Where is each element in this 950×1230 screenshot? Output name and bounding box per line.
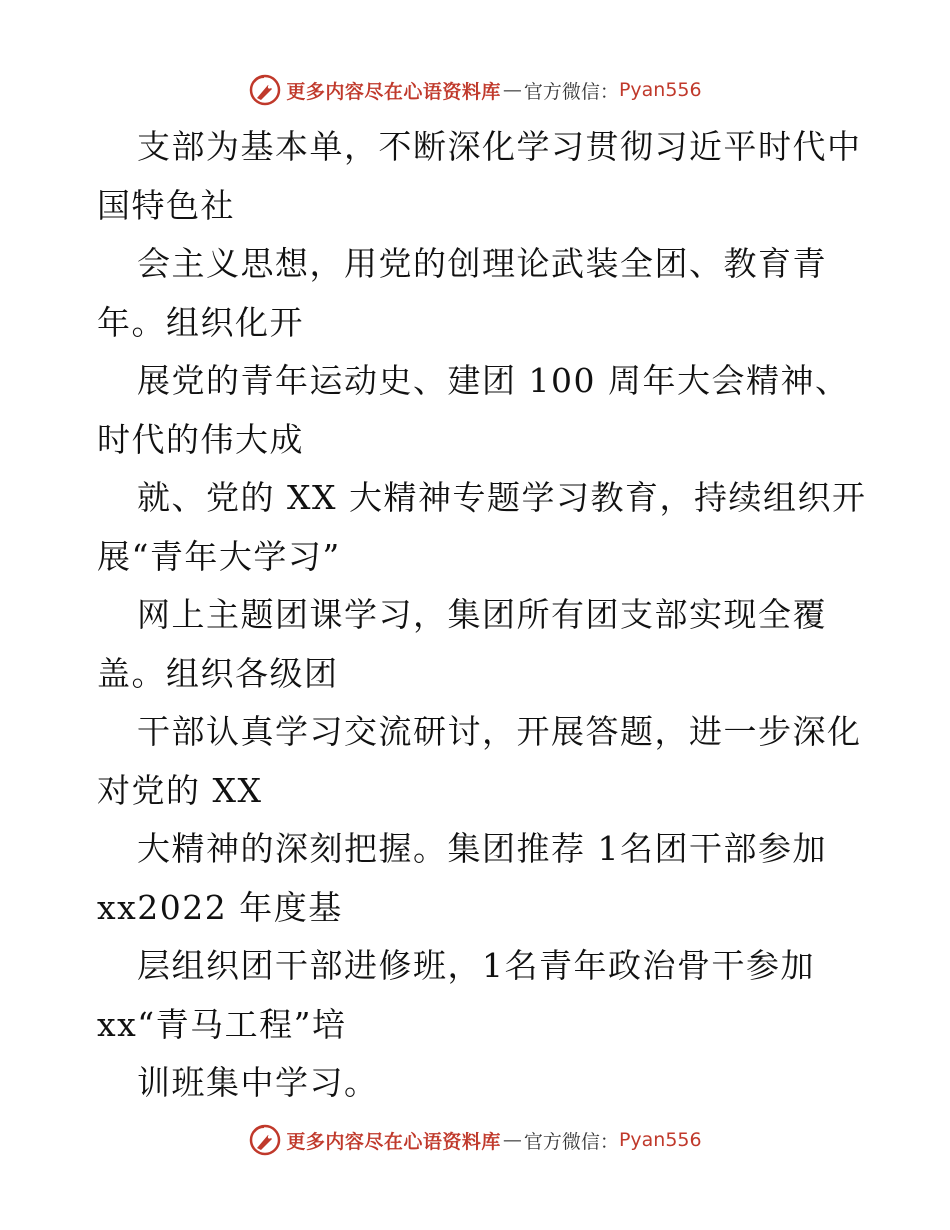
banner-account: Pyan556	[618, 79, 702, 101]
body-line: 国特色社	[97, 185, 235, 225]
body-line: xx2022 年度基	[97, 887, 343, 927]
header-banner	[0, 70, 950, 110]
body-line: 盖。组织各级团	[97, 653, 339, 693]
body-line: 年。组织化开	[97, 302, 304, 342]
body-line: 对党的 XX	[97, 770, 263, 810]
body-line: 就、党的 XX 大精神专题学习教育，持续组织开	[137, 478, 867, 517]
banner-brand-text: 更多内容尽在心语资料库	[286, 1130, 501, 1153]
body-line: 展党的青年运动史、建团 100 周年大会精神、	[137, 361, 850, 400]
body-line: 层组织团干部进修班，1名青年政治骨干参加	[137, 946, 815, 985]
banner-wechat-label: 官方微信：	[523, 80, 619, 103]
document-body	[97, 118, 867, 1113]
banner-separator: —	[502, 1129, 522, 1151]
body-line: 网上主题团课学习，集团所有团支部实现全覆	[137, 595, 827, 634]
body-line: 训班集中学习。	[137, 1063, 379, 1102]
body-line: 展“青年大学习”	[97, 536, 341, 576]
body-line: 会主义思想，用党的创理论武装全团、教育青	[137, 244, 827, 283]
body-line: 支部为基本单，不断深化学习贯彻习近平时代中	[137, 127, 862, 166]
footer-banner	[0, 1120, 950, 1160]
banner-account: Pyan556	[618, 1129, 702, 1151]
body-line: 大精神的深刻把握。集团推荐 1名团干部参加	[137, 829, 827, 868]
body-line: 干部认真学习交流研讨，开展答题，进一步深化	[137, 712, 862, 751]
pen-nib-logo-icon	[248, 73, 282, 107]
pen-nib-logo-icon	[248, 1123, 282, 1157]
body-line: 时代的伟大成	[97, 419, 304, 459]
body-line: xx“青马工程”培	[97, 1004, 347, 1044]
banner-separator: —	[502, 79, 522, 101]
banner-wechat-label: 官方微信：	[523, 1130, 619, 1153]
banner-brand-text: 更多内容尽在心语资料库	[286, 80, 501, 103]
